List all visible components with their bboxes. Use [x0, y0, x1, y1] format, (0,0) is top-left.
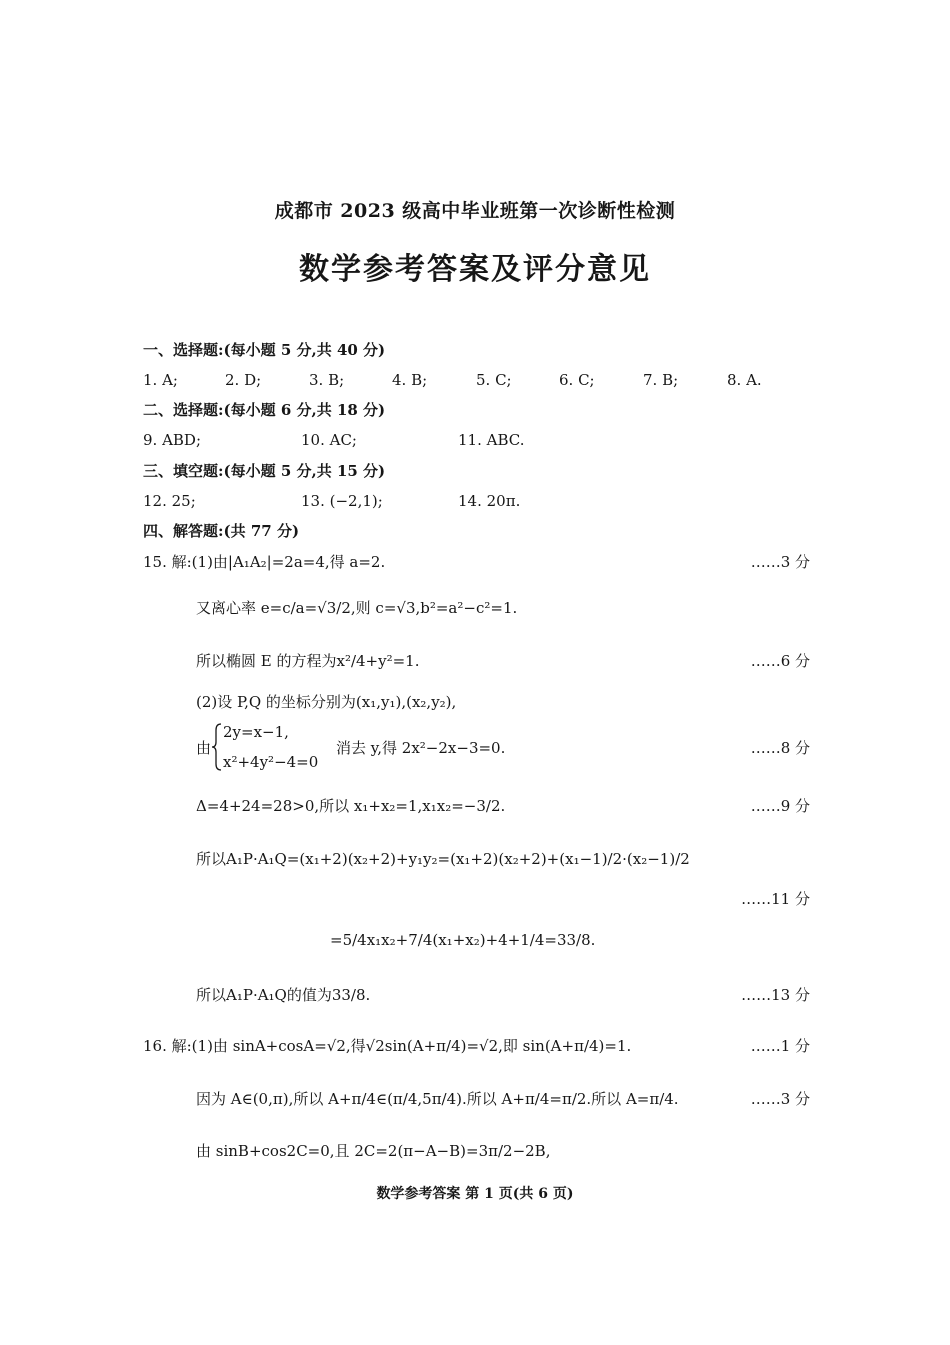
- q15-line-7: 所以A₁P·A₁Q=(x₁+2)(x₂+2)+y₁y₂=(x₁+2)(x₂+2)+(x₁−1)/2·(x₂−1)/2: [196, 850, 690, 868]
- section-2-title: 二、选择题:(每小题 6 分,共 18 分): [143, 401, 386, 419]
- q16-line-3: 由 sinB+cos2C=0,且 2C=2(π−A−B)=3π/2−2B,: [196, 1142, 551, 1160]
- answer-13: 13. (−2,1);: [301, 492, 383, 510]
- answer-2: 2. D;: [225, 371, 262, 389]
- answer-11: 11. ABC.: [458, 431, 525, 449]
- q15-score-2: ……6 分: [750, 652, 810, 670]
- q16-line-2: 因为 A∈(0,π),所以 A+π/4∈(π/4,5π/4).所以 A+π/4=π/2.所以 A=π/4.: [196, 1090, 679, 1108]
- q15-system-eq-1: 2y=x−1,: [223, 723, 289, 741]
- q15-line-5: 消去 y,得 2x²−2x−3=0.: [336, 739, 506, 757]
- answer-4: 4. B;: [392, 371, 428, 389]
- brace-icon: [211, 722, 223, 772]
- q15-line-5-prefix: 由: [196, 739, 212, 757]
- q15-line-4: (2)设 P,Q 的坐标分别为(x₁,y₁),(x₂,y₂),: [196, 693, 457, 711]
- answer-6: 6. C;: [559, 371, 595, 389]
- q16-score-2: ……3 分: [750, 1090, 810, 1108]
- q15-line-9: 所以A₁P·A₁Q的值为33/8.: [196, 986, 371, 1004]
- q16-score-1: ……1 分: [750, 1037, 810, 1055]
- q15-line-2: 又离心率 e=c/a=√3/2,则 c=√3,b²=a²−c²=1.: [196, 599, 518, 617]
- answer-10: 10. AC;: [301, 431, 357, 449]
- q15-line-8: =5/4x₁x₂+7/4(x₁+x₂)+4+1/4=33/8.: [330, 931, 596, 949]
- q15-system-eq-2: x²+4y²−4=0: [223, 753, 319, 771]
- answer-1: 1. A;: [143, 371, 178, 389]
- exam-title: 成都市 2023 级高中毕业班第一次诊断性检测: [274, 200, 676, 222]
- q15-score-4: ……9 分: [750, 797, 810, 815]
- q15-line-1: 15. 解:(1)由|A₁A₂|=2a=4,得 a=2.: [143, 553, 386, 571]
- answer-9: 9. ABD;: [143, 431, 202, 449]
- answer-key-title: 数学参考答案及评分意见: [299, 252, 651, 287]
- q15-line-6: Δ=4+24=28>0,所以 x₁+x₂=1,x₁x₂=−3/2.: [196, 797, 506, 815]
- q15-score-6: ……13 分: [741, 986, 810, 1004]
- section-1-title: 一、选择题:(每小题 5 分,共 40 分): [143, 341, 386, 359]
- q15-score-3: ……8 分: [750, 739, 810, 757]
- answer-3: 3. B;: [309, 371, 345, 389]
- answer-12: 12. 25;: [143, 492, 196, 510]
- answer-14: 14. 20π.: [458, 492, 521, 510]
- section-3-title: 三、填空题:(每小题 5 分,共 15 分): [143, 462, 386, 480]
- answer-5: 5. C;: [476, 371, 512, 389]
- answer-7: 7. B;: [643, 371, 679, 389]
- q16-line-1: 16. 解:(1)由 sinA+cosA=√2,得√2sin(A+π/4)=√2,即 sin(A+π/4)=1.: [143, 1037, 632, 1055]
- page-footer: 数学参考答案 第 1 页(共 6 页): [376, 1186, 574, 1202]
- q15-score-1: ……3 分: [750, 553, 810, 571]
- answer-8: 8. A.: [727, 371, 762, 389]
- section-4-title: 四、解答题:(共 77 分): [143, 522, 300, 540]
- q15-score-5: ……11 分: [741, 890, 810, 908]
- q15-line-3: 所以椭圆 E 的方程为x²/4+y²=1.: [196, 652, 420, 670]
